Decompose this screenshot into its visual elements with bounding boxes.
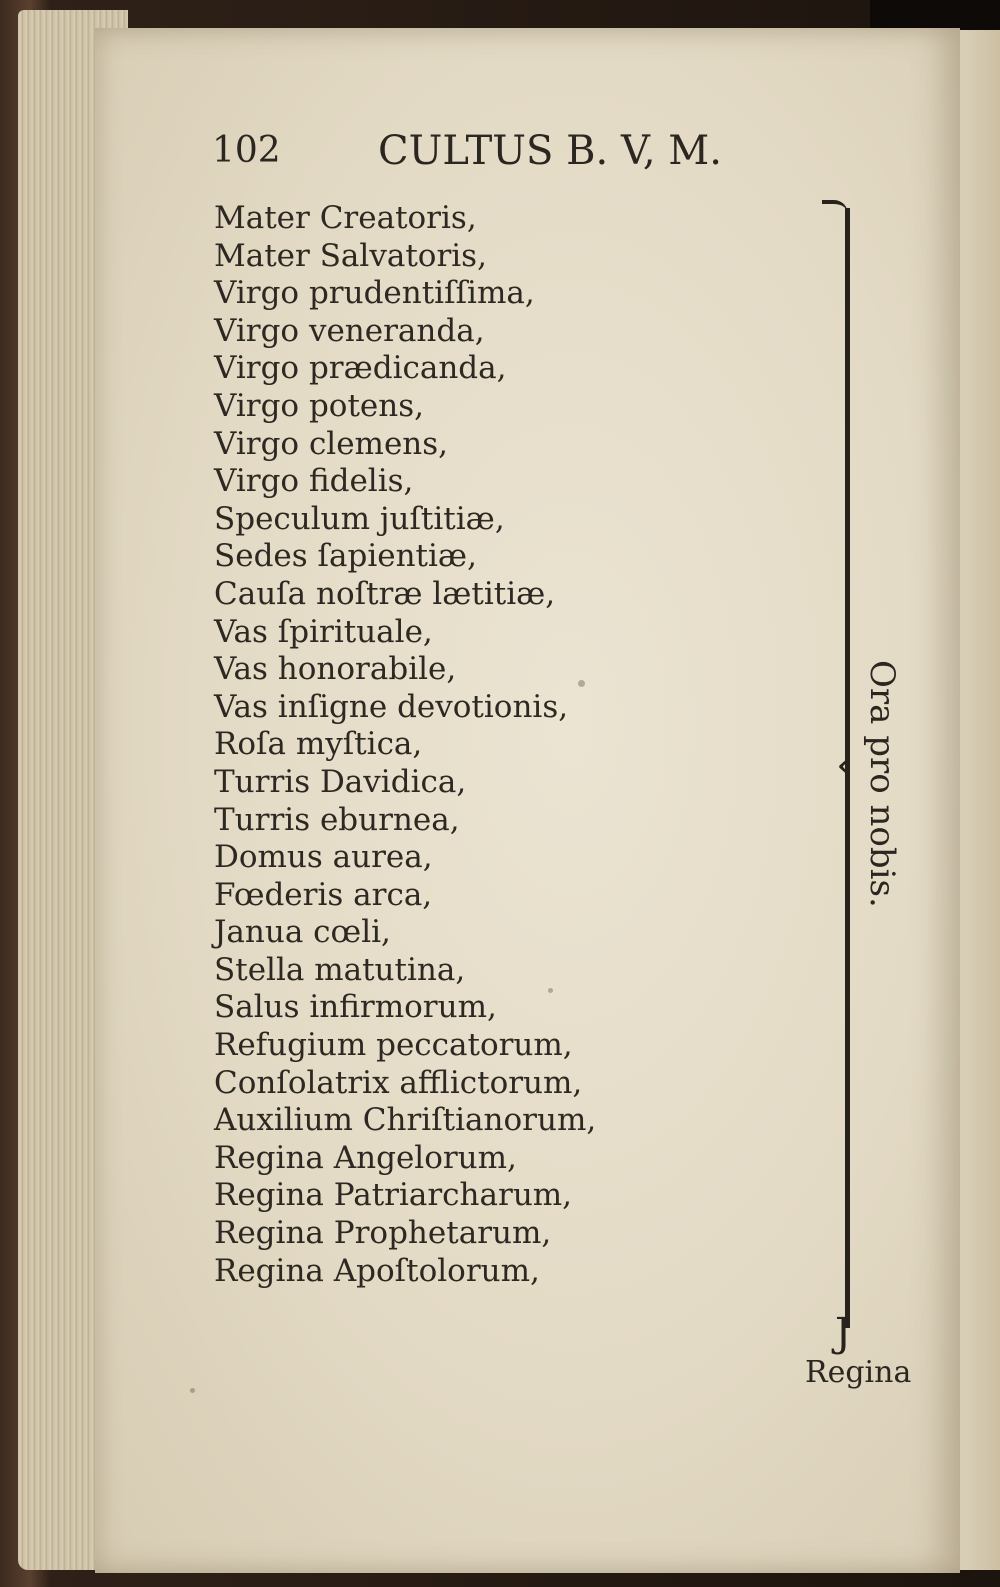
litany-line: Domus aurea, [214,839,433,876]
litany-line: Regina Angelorum, [214,1139,517,1176]
litany-line: Vas ſpirituale, [214,613,433,650]
litany-line: Turris eburnea, [214,801,460,838]
litany-line: Auxilium Chriſtianorum, [214,1102,597,1139]
litany-line: Stella matutina, [214,951,466,988]
litany-line: Roſa myſtica, [214,726,423,763]
litany-line: Janua cœli, [214,914,391,951]
ink-spot [578,680,585,687]
litany-line: Cauſa noſtræ lætitiæ, [214,575,556,612]
litany-line: Mater Salvatoris, [214,237,487,274]
litany-line: Vas honorabile, [214,651,457,688]
page-number: 102 [212,130,281,171]
litany-line: Virgo potens, [214,387,424,424]
litany-line: Virgo clemens, [214,425,449,462]
litany-line: Mater Creatoris, [214,200,477,236]
litany-line: Turris Davidica, [214,763,467,800]
litany-line: Fœderis arca, [214,876,433,913]
litany-line: Salus infirmorum, [214,989,497,1026]
ink-spot [190,1388,195,1393]
response-text: Ora pro nobis. [862,660,902,908]
catchword: Regina [805,1355,912,1390]
litany-list [214,200,596,1290]
running-title: CULTUS B. V, M. [378,128,722,174]
litany-line: Virgo veneranda, [214,312,485,349]
litany-line: Regina Prophetarum, [214,1215,552,1252]
litany-line: Virgo prudentiſſima, [214,275,535,312]
litany-line: Speculum juſtitiæ, [214,500,505,537]
ink-spot [548,988,553,993]
litany-line: Regina Apoſtolorum, [214,1252,540,1289]
litany-line: Vas inſigne devotionis, [214,688,569,725]
litany-line: Refugium peccatorum, [214,1027,573,1064]
bracket-bottom: J [835,1310,852,1356]
brace-point-icon: ‹ [836,740,853,789]
litany-line: Virgo prædicanda, [214,350,507,387]
litany-line: Virgo fidelis, [214,463,414,500]
litany-line: Sedes ſapientiæ, [214,538,477,575]
litany-line: Regina Patriarcharum, [214,1177,573,1214]
litany-line: Conſolatrix afflictorum, [214,1064,583,1101]
